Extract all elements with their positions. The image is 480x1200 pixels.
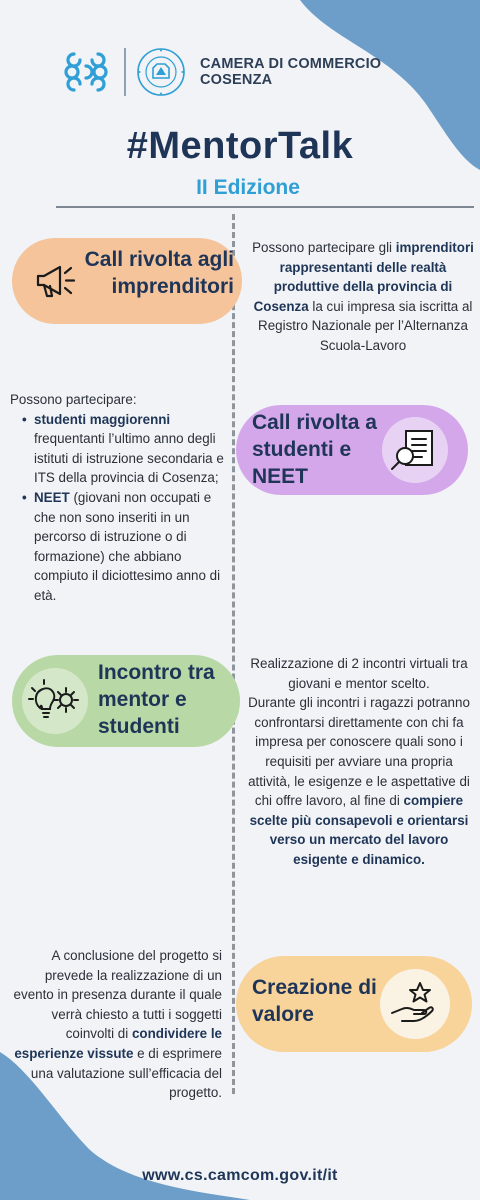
bold-text: NEET [34,489,70,505]
page-title: #MentorTalk [126,125,354,167]
megaphone-icon [32,258,78,304]
icon-circle [22,668,88,734]
eligibility-list [10,410,232,606]
hand-star-icon [380,969,450,1039]
chamber-name-line2: COSENZA [200,72,273,88]
section-title: Call rivolta agli imprenditori [84,248,234,298]
section-description-incontro [244,654,474,870]
cs-logo-icon [60,46,112,98]
text: Possono partecipare gli [252,240,396,255]
chamber-name [200,56,381,88]
title-divider [56,206,474,208]
text: (giovani non occupati e che non sono inseriti in un percorso di istruzione o di formazione) che abbiano compiuto il diciottesimo anno di età. [34,489,221,603]
section-pill-call-studenti [236,405,468,495]
bold-text: compiere scelte più consapevoli e orientarsi verso un mercato del lavoro esigente e dinamico. [249,793,469,867]
section-title: Call rivolta a studenti e NEET [252,411,377,488]
section-title: Creazione di valore [252,976,377,1026]
icon-circle [380,969,450,1039]
list-item [22,488,232,606]
section-description-call-studenti [10,390,232,606]
list-item [22,410,232,488]
text: Realizzazione di 2 incontri virtuali tra giovani e mentor scelto. [250,656,468,691]
text: Durante gli incontri i ragazzi potranno confrontarsi direttamente con chi fa impresa per conoscere quali sono i requisiti per avviare una propria attività, le esigenze e le aspettative di chi offre lavoro, al fine di [248,695,470,809]
section-pill-call-imprenditori [12,238,242,324]
section-pill-valore [236,956,472,1052]
edition-subtitle: II Edizione [196,176,300,199]
text: la cui impresa sia iscritta al Registro Nazionale per l’Alternanza Scuola-Lavoro [258,298,473,353]
text: frequentanti l’ultimo anno degli istituti di istruzione secondaria e ITS della provincia di Cosenza; [34,431,224,486]
chamber-name-line1: CAMERA DI COMMERCIO [200,56,382,72]
chamber-seal-icon [136,47,186,97]
bold-text: imprenditori rappresentanti delle realtà produttive della provincia di Cosenza [253,240,474,314]
icon-circle [382,417,448,483]
text: A conclusione del progetto si prevede la realizzazione di un evento in presenza durante il quale verrà chiesto a tutti i soggetti coinvolti di [13,948,222,1042]
timeline-dashed-line [232,214,235,1094]
header-logos [60,44,381,100]
document-magnifier-icon [382,417,448,483]
footer-url[interactable]: www.cs.camcom.gov.it/it [142,1167,338,1184]
section-description-valore [4,946,222,1103]
section-pill-incontro [12,655,240,747]
section-title: Incontro tra mentor e studenti [98,661,215,738]
section-description-call-imprenditori [250,238,476,356]
intro-text: Possono partecipare: [10,392,137,407]
bold-text: condividere le esperienze vissute [14,1026,222,1061]
logo-divider [124,48,126,96]
bold-text: studenti maggiorenni [34,411,171,427]
lightbulb-gear-icon [22,668,88,734]
text: e di esprimere una valutazione sull’efficacia del progetto. [30,1045,222,1101]
